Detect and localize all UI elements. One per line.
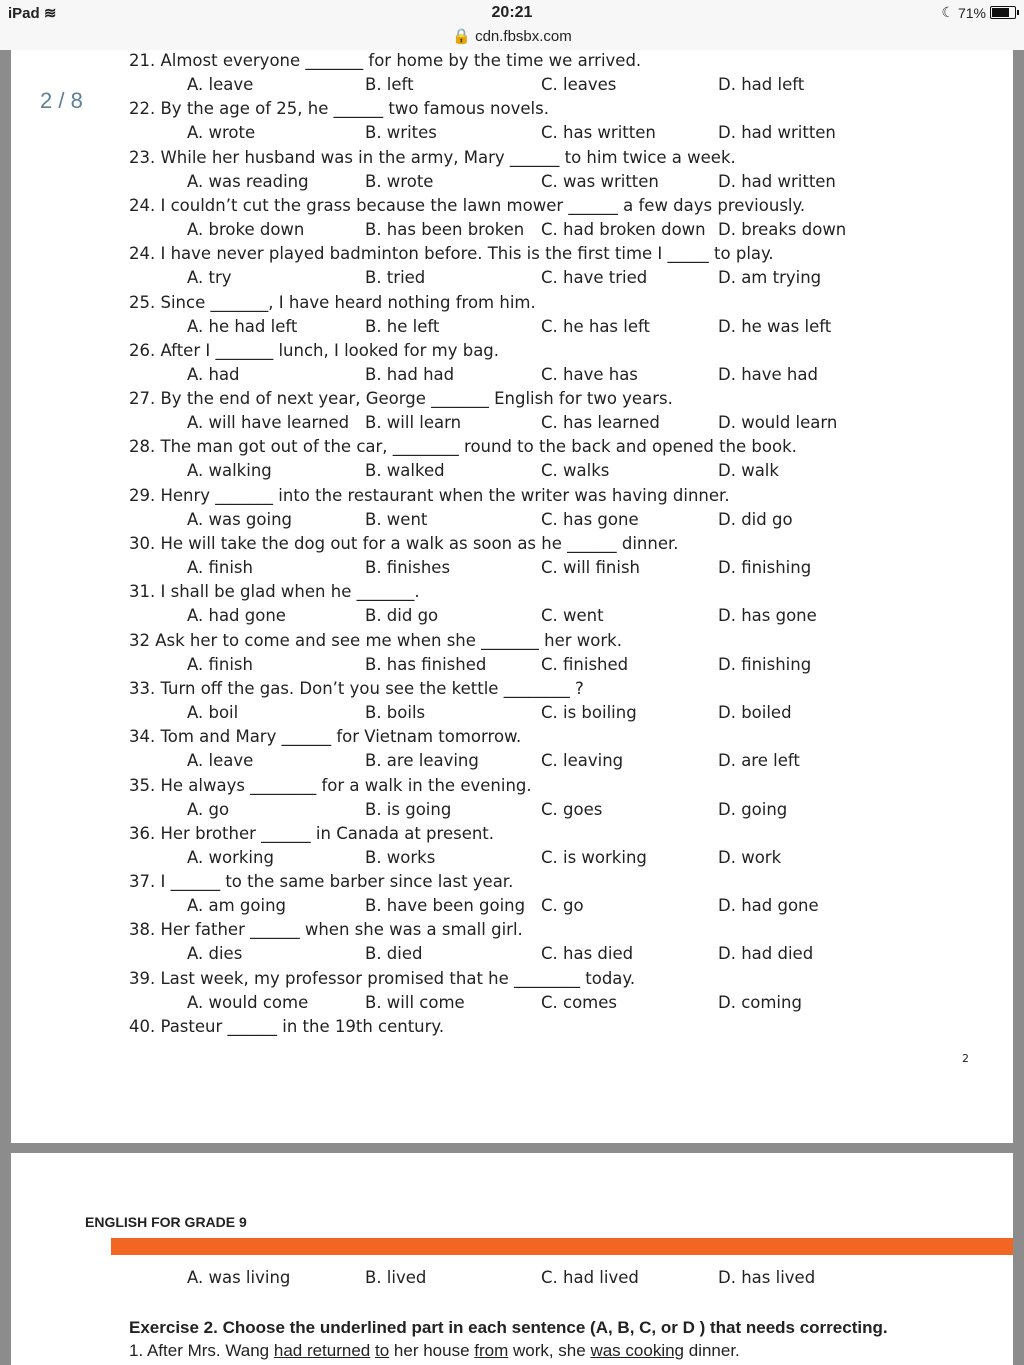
- answer-option: D. has gone: [718, 606, 817, 626]
- answer-option: B. has been broken: [365, 219, 525, 239]
- answer-option: B. tried: [365, 268, 426, 288]
- answer-option: B. did go: [365, 606, 439, 626]
- answer-option: D. he was left: [718, 316, 832, 336]
- question-text: 39. Last week, my professor promised that he ________ today.: [129, 968, 636, 988]
- answer-option: A. would come: [187, 992, 309, 1012]
- answer-option: A. go: [187, 799, 230, 819]
- answer-option: C. is boiling: [541, 702, 637, 722]
- answer-option: C. went: [541, 606, 604, 626]
- answer-option: C. walks: [541, 461, 610, 481]
- answer-option: A. working: [187, 847, 274, 867]
- answer-option: D. had died: [718, 944, 814, 964]
- answer-option: B. will come: [365, 992, 465, 1012]
- answer-option: B. walked: [365, 461, 445, 481]
- battery-icon: [990, 6, 1016, 19]
- battery-percent: 71%: [957, 4, 986, 21]
- battery-status: [941, 4, 1016, 21]
- answer-option: A. wrote: [187, 123, 256, 143]
- answer-option: C. has written: [541, 123, 656, 143]
- answer-option: C. go: [541, 896, 584, 916]
- wifi-icon: ≋: [43, 5, 57, 22]
- answer-option: A. am going: [187, 896, 286, 916]
- answer-option: D. work: [718, 847, 782, 867]
- answer-option: A. was going: [187, 509, 293, 529]
- question-text: 27. By the end of next year, George _______ English for two years.: [129, 389, 673, 409]
- answer-option: C. had broken down: [541, 219, 706, 239]
- answer-option: D. did go: [718, 509, 793, 529]
- answer-option: D. had written: [718, 123, 836, 143]
- underlined-part-c: from: [474, 1341, 509, 1360]
- answer-option: C. is working: [541, 847, 647, 867]
- device-label: iPad ≋: [8, 5, 57, 22]
- answer-option: C. will finish: [541, 558, 640, 577]
- underlined-part-d: was cooking: [590, 1341, 685, 1360]
- page-header-title: ENGLISH FOR GRADE 9: [85, 1214, 247, 1230]
- question-text: 24. I have never played badminton before. This is the first time I _____ to play.: [129, 244, 774, 264]
- exercise-heading: Exercise 2. Choose the underlined part in each sentence (A, B, C, or D ) that needs correcting.: [129, 1318, 888, 1337]
- answer-option: B. will learn: [365, 413, 462, 433]
- answer-option: C. was written: [541, 171, 659, 191]
- answer-option: B. died: [365, 944, 423, 964]
- underlined-part-b: to: [375, 1341, 390, 1360]
- question-text: 40. Pasteur ______ in the 19th century.: [129, 1017, 445, 1036]
- answer-option: B. is going: [365, 799, 452, 819]
- answer-option: A. dies: [187, 944, 243, 964]
- question-text: 36. Her brother ______ in Canada at present.: [129, 823, 495, 843]
- answer-option: A. had gone: [187, 606, 286, 626]
- answer-option: A. was living: [187, 1268, 291, 1287]
- answer-option: C. have tried: [541, 268, 648, 288]
- question-text: 29. Henry _______ into the restaurant when the writer was having dinner.: [129, 485, 730, 505]
- url-bar[interactable]: 🔒 cdn.fbsbx.com: [452, 28, 572, 45]
- page-footer-number: 2: [962, 1052, 969, 1065]
- question-text: 38. Her father ______ when she was a small girl.: [129, 920, 523, 940]
- question-text: 37. I ______ to the same barber since last year.: [129, 872, 514, 892]
- answer-option: B. lived: [365, 1268, 427, 1287]
- answer-option: D. has lived: [718, 1268, 816, 1287]
- page-indicator: 2 / 8: [40, 88, 83, 113]
- answer-option: B. wrote: [365, 171, 434, 191]
- answer-option: A. was reading: [187, 171, 309, 191]
- answer-option: C. finished: [541, 654, 629, 674]
- question-text: 30. He will take the dog out for a walk as soon as he ______ dinner.: [129, 534, 679, 553]
- answer-option: D. would learn: [718, 413, 838, 433]
- question-text: 35. He always ________ for a walk in the evening.: [129, 775, 532, 795]
- answer-option: C. has died: [541, 944, 634, 964]
- answer-option: A. finish: [187, 654, 253, 674]
- header-bar: [111, 1238, 1013, 1255]
- underlined-part-a: had returned: [273, 1341, 371, 1360]
- answer-option: D. boiled: [718, 702, 792, 722]
- answer-option: A. walking: [187, 461, 272, 481]
- answer-option: B. he left: [365, 316, 440, 336]
- question-text: 31. I shall be glad when he _______.: [129, 582, 420, 602]
- question-text: 33. Turn off the gas. Don’t you see the kettle ________ ?: [129, 678, 584, 698]
- question-text: 26. After I _______ lunch, I looked for my bag.: [129, 340, 500, 360]
- question-text: 25. Since _______, I have heard nothing from him.: [129, 292, 536, 312]
- answer-option: D. walk: [718, 461, 779, 481]
- answer-option: C. leaving: [541, 751, 624, 771]
- question-text: 24. I couldn’t cut the grass because the lawn mower ______ a few days previously.: [129, 195, 806, 215]
- answer-option: D. had written: [718, 171, 836, 191]
- answer-option: B. boils: [365, 702, 426, 722]
- answer-option: D. are left: [718, 751, 800, 771]
- answer-option: C. comes: [541, 992, 617, 1012]
- answer-option: A. try: [187, 268, 232, 288]
- answer-option: D. have had: [718, 364, 818, 384]
- answer-option: C. leaves: [541, 75, 617, 94]
- answer-option: A. leave: [187, 751, 254, 771]
- answer-option: B. has finished: [365, 654, 487, 674]
- answer-option: D. finishing: [718, 654, 812, 674]
- answer-option: D. finishing: [718, 558, 812, 577]
- answer-option: A. will have learned: [187, 413, 350, 433]
- status-bar: [0, 0, 1024, 50]
- sentence-1: 1. After Mrs. Wang had returned to her house from work, she was cooking dinner.: [129, 1341, 740, 1360]
- question-text: 21. Almost everyone _______ for home by the time we arrived.: [129, 51, 642, 70]
- answer-option: C. has learned: [541, 413, 660, 433]
- lock-icon: 🔒: [452, 28, 471, 45]
- question-text: 34. Tom and Mary ______ for Vietnam tomorrow.: [129, 727, 522, 747]
- question-text: 22. By the age of 25, he ______ two famous novels.: [129, 99, 549, 119]
- answer-option: D. going: [718, 799, 788, 819]
- answer-option: C. had lived: [541, 1268, 639, 1287]
- answer-option: A. finish: [187, 558, 253, 577]
- answer-option: A. broke down: [187, 219, 305, 239]
- moon-icon: ☾: [941, 4, 954, 20]
- answer-option: B. finishes: [365, 558, 451, 577]
- answer-option: A. he had left: [187, 316, 298, 336]
- question-text: 32 Ask her to come and see me when she _______ her work.: [129, 630, 622, 650]
- answer-option: A. had: [187, 364, 240, 384]
- answer-option: C. goes: [541, 799, 603, 819]
- answer-option: B. are leaving: [365, 751, 479, 771]
- answer-option: D. breaks down: [718, 219, 847, 239]
- question-text: 23. While her husband was in the army, Mary ______ to him twice a week.: [129, 147, 736, 167]
- question-text: 28. The man got out of the car, ________ round to the back and opened the book.: [129, 437, 797, 457]
- clock: 20:21: [491, 4, 533, 21]
- answer-option: C. has gone: [541, 509, 639, 529]
- answer-option: B. went: [365, 509, 428, 529]
- answer-option: B. writes: [365, 123, 437, 143]
- answer-option: D. had left: [718, 75, 805, 94]
- answer-option: D. had gone: [718, 896, 819, 916]
- answer-option: B. have been going: [365, 896, 526, 916]
- answer-option: D. coming: [718, 992, 802, 1012]
- answer-option: B. works: [365, 847, 436, 867]
- answer-option: C. he has left: [541, 316, 650, 336]
- answer-option: B. had had: [365, 364, 455, 384]
- answer-option: D. am trying: [718, 268, 822, 288]
- answer-option: C. have has: [541, 364, 638, 384]
- answer-option: A. leave: [187, 75, 254, 94]
- answer-option: B. left: [365, 75, 414, 94]
- answer-option: A. boil: [187, 702, 239, 722]
